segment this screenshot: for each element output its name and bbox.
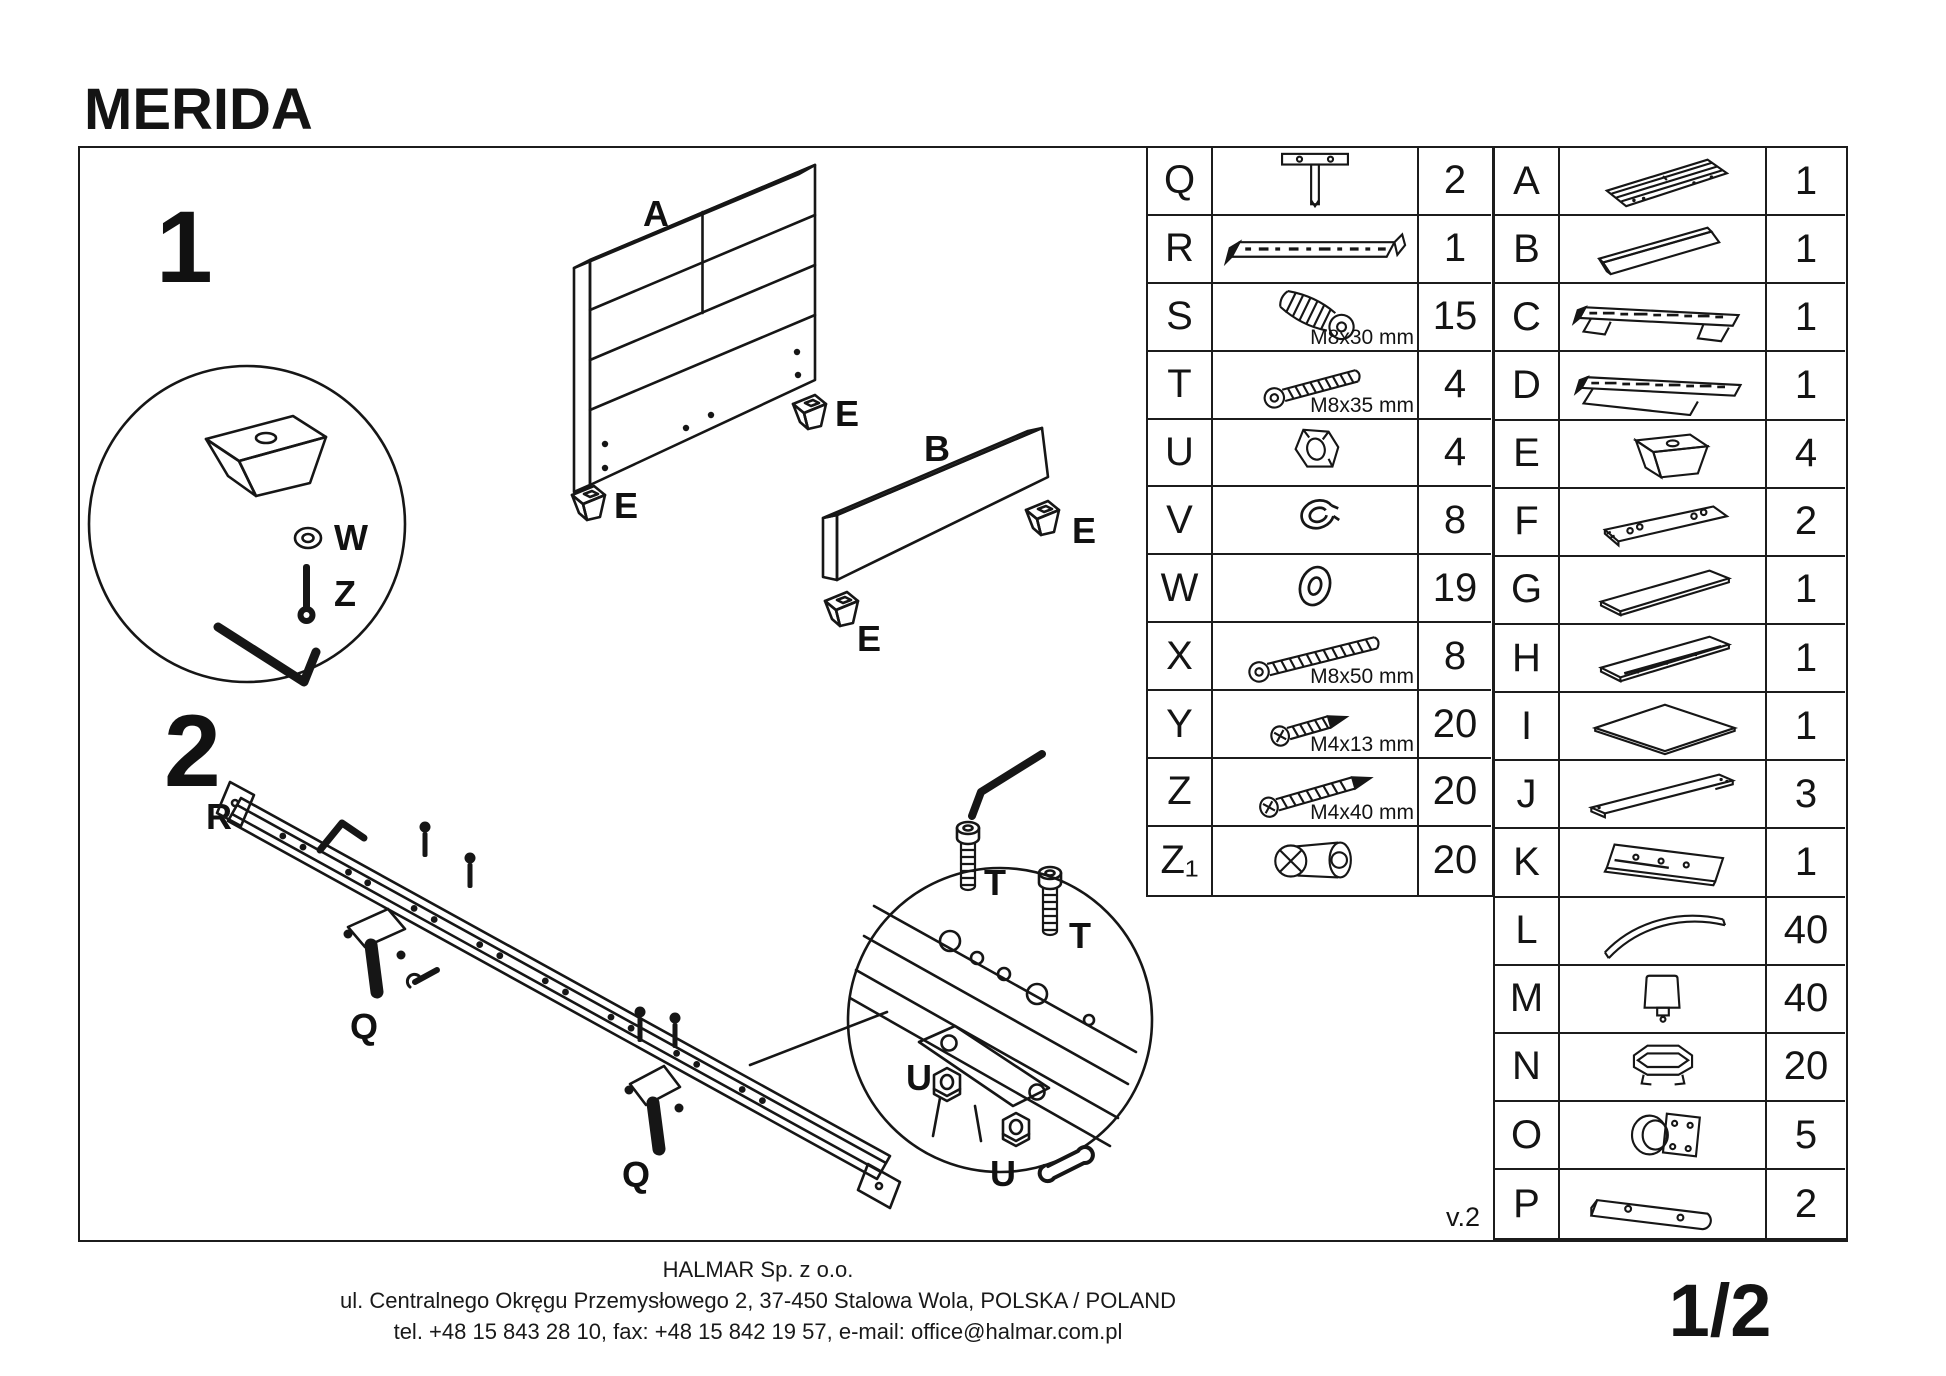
part-icon-cell (1560, 898, 1767, 966)
wrench-icon (1040, 1147, 1093, 1181)
label-w: W (334, 517, 368, 558)
part-qty: 4 (1767, 421, 1845, 489)
label-q: Q (350, 1006, 379, 1047)
part-icon-cell (1560, 829, 1767, 897)
part-spec: M8x35 mm (1310, 393, 1414, 417)
part-id: K (1495, 829, 1560, 897)
part-icon-cell (1213, 487, 1419, 555)
part-icon-cell (1213, 284, 1419, 352)
part-qty: 40 (1767, 966, 1845, 1034)
part-id: E (1495, 421, 1560, 489)
barrel-nut-icon (1213, 827, 1417, 895)
screw-z-drawing (298, 564, 316, 624)
part-qty: 15 (1419, 284, 1491, 352)
part-qty: 8 (1419, 623, 1491, 691)
part-qty: 4 (1419, 352, 1491, 420)
side-rail-left-icon (1560, 284, 1765, 350)
part-qty: 2 (1419, 148, 1491, 216)
label-e: E (1072, 510, 1097, 551)
part-icon-cell (1213, 691, 1419, 759)
part-spec: M4x13 mm (1310, 733, 1414, 757)
label-t: T (1069, 915, 1091, 956)
part-id: Y (1148, 691, 1213, 759)
bracket-drawing (320, 823, 364, 850)
hex-nut-icon (1213, 420, 1417, 486)
label-z: Z (334, 573, 356, 614)
part-qty: 5 (1767, 1102, 1845, 1170)
foot-icon (1560, 421, 1765, 487)
part-icon-cell (1560, 966, 1767, 1034)
part-qty: 40 (1767, 898, 1845, 966)
part-id: D (1495, 352, 1560, 420)
panel-with-rail-icon (1560, 625, 1765, 691)
footer-contact: tel. +48 15 843 28 10, fax: +48 15 842 19 57, e-mail: office@halmar.com.pl (393, 1319, 1123, 1344)
step1-detail-circle (89, 366, 405, 682)
footer-company: HALMAR Sp. z o.o. (662, 1257, 854, 1282)
allen-key-icon (972, 754, 1042, 816)
slat-holder-icon (1560, 966, 1765, 1032)
part-id: I (1495, 693, 1560, 761)
part-id: G (1495, 557, 1560, 625)
metal-rail-icon (1213, 216, 1417, 282)
t-leg-icon (1213, 148, 1417, 214)
part-icon-cell (1560, 557, 1767, 625)
slat-cap-icon (1560, 1034, 1765, 1100)
leg-q-drawing (625, 1066, 684, 1149)
part-icon-cell (1213, 216, 1419, 284)
screw-t-drawing (957, 822, 979, 890)
part-qty: 4 (1419, 420, 1491, 488)
part-qty: 19 (1419, 555, 1491, 623)
side-rail-right-icon (1560, 352, 1765, 418)
part-icon-cell (1213, 759, 1419, 827)
part-qty: 3 (1767, 761, 1845, 829)
panel-icon (1560, 557, 1765, 623)
part-icon-cell (1213, 352, 1419, 420)
label-q: Q (622, 1154, 651, 1195)
step1-number: 1 (156, 190, 213, 304)
label-e: E (835, 393, 860, 434)
part-icon-cell (1213, 827, 1419, 895)
part-id: H (1495, 625, 1560, 693)
part-id: F (1495, 489, 1560, 557)
part-id: C (1495, 284, 1560, 352)
part-icon-cell (1560, 489, 1767, 557)
product-title: MERIDA (84, 77, 313, 142)
part-icon-cell (1213, 623, 1419, 691)
part-icon-cell (1560, 352, 1767, 420)
headboard-a-drawing (574, 165, 815, 492)
label-b: B (924, 428, 950, 469)
part-id: B (1495, 216, 1560, 284)
part-qty: 20 (1432, 838, 1478, 883)
mounting-bracket-icon (1560, 1170, 1765, 1238)
part-qty: 1 (1767, 216, 1845, 284)
part-spec: M8x30 mm (1310, 325, 1414, 349)
part-id: J (1495, 761, 1560, 829)
part-id: T (1148, 352, 1213, 420)
part-icon-cell (1560, 216, 1767, 284)
part-id: A (1495, 148, 1560, 216)
part-id: Q (1148, 148, 1213, 216)
part-icon-cell (1560, 1102, 1767, 1170)
part-id: W (1148, 555, 1213, 623)
washer-w-drawing (295, 528, 321, 548)
footer (78, 1254, 1438, 1347)
part-qty: 2 (1794, 1181, 1818, 1226)
part-qty: 1 (1767, 148, 1845, 216)
label-e: E (614, 485, 639, 526)
part-qty: 8 (1419, 487, 1491, 555)
step1-diagram (89, 165, 1096, 682)
part-icon-cell (1560, 761, 1767, 829)
part-id: Z (1148, 759, 1213, 827)
part-id: L (1495, 898, 1560, 966)
flat-washer-icon (1213, 555, 1417, 621)
nut-u-drawing (1003, 1113, 1029, 1146)
part-icon-cell (1560, 625, 1767, 693)
part-icon-cell (1560, 1170, 1767, 1238)
label-u: U (906, 1057, 932, 1098)
part-icon-cell (1213, 148, 1419, 216)
part-icon-cell (1213, 555, 1419, 623)
foot-e-drawing (825, 592, 858, 626)
part-icon-cell (1560, 693, 1767, 761)
screw-pins-drawing (420, 822, 681, 1049)
part-id: O (1495, 1102, 1560, 1170)
part-spec: M8x50 mm (1310, 665, 1414, 689)
part-qty: 1 (1767, 829, 1845, 897)
foot-e-drawing (1026, 501, 1059, 535)
spring-washer-icon (1213, 487, 1417, 553)
footer-address: ul. Centralnego Okręgu Przemysłowego 2, 37-450 Stalowa Wola, POLSKA / POLAND (339, 1288, 1176, 1313)
leader-line (750, 1012, 887, 1065)
part-icon-cell (1560, 148, 1767, 216)
part-qty: 2 (1767, 489, 1845, 557)
label-r: R (206, 796, 232, 837)
part-id: P (1495, 1170, 1560, 1238)
part-id: M (1495, 966, 1560, 1034)
part-icon-cell (1213, 420, 1419, 488)
foot-e-detail-drawing (206, 416, 326, 496)
step2-diagram (164, 694, 1152, 1208)
plate-with-holes-icon (1560, 489, 1765, 555)
part-id: Z₁ (1148, 827, 1213, 895)
step2-detail-circle (848, 868, 1152, 1172)
flat-sheet-icon (1560, 693, 1765, 759)
part-spec: M4x40 mm (1310, 800, 1414, 824)
label-t: T (984, 862, 1006, 903)
part-qty: 1 (1767, 625, 1845, 693)
label-u: U (990, 1153, 1016, 1194)
label-e: E (857, 618, 882, 659)
page-number: 1/2 (1668, 1269, 1772, 1352)
headboard-icon (1560, 148, 1765, 214)
part-qty: 20 (1419, 691, 1491, 759)
part-qty: 1 (1767, 557, 1845, 625)
label-a: A (643, 193, 669, 234)
nut-u-drawing (934, 1068, 960, 1101)
part-id: S (1148, 284, 1213, 352)
part-icon-cell (1560, 1034, 1767, 1102)
foot-e-drawing (793, 395, 826, 429)
beam-icon (1560, 761, 1765, 827)
hardware-table (1146, 146, 1494, 897)
caster-bracket-icon (1560, 1102, 1765, 1168)
parts-list-table (1493, 146, 1848, 1240)
leg-q-drawing (344, 909, 438, 992)
part-qty: 20 (1767, 1034, 1845, 1102)
part-qty: 20 (1419, 759, 1491, 827)
step2-number: 2 (164, 694, 221, 808)
part-qty: 1 (1419, 216, 1491, 284)
footboard-panel-icon (1560, 216, 1765, 282)
part-qty: 1 (1767, 284, 1845, 352)
part-qty: 1 (1767, 693, 1845, 761)
curved-slat-icon (1560, 898, 1765, 964)
part-id: N (1495, 1034, 1560, 1102)
panel-with-holes-icon (1560, 829, 1765, 895)
part-qty: 1 (1767, 352, 1845, 420)
part-id: X (1148, 623, 1213, 691)
part-id: U (1148, 420, 1213, 488)
part-icon-cell (1560, 284, 1767, 352)
part-id: V (1148, 487, 1213, 555)
part-icon-cell (1560, 421, 1767, 489)
version-label: v.2 (1445, 1202, 1480, 1232)
part-id: R (1148, 216, 1213, 284)
